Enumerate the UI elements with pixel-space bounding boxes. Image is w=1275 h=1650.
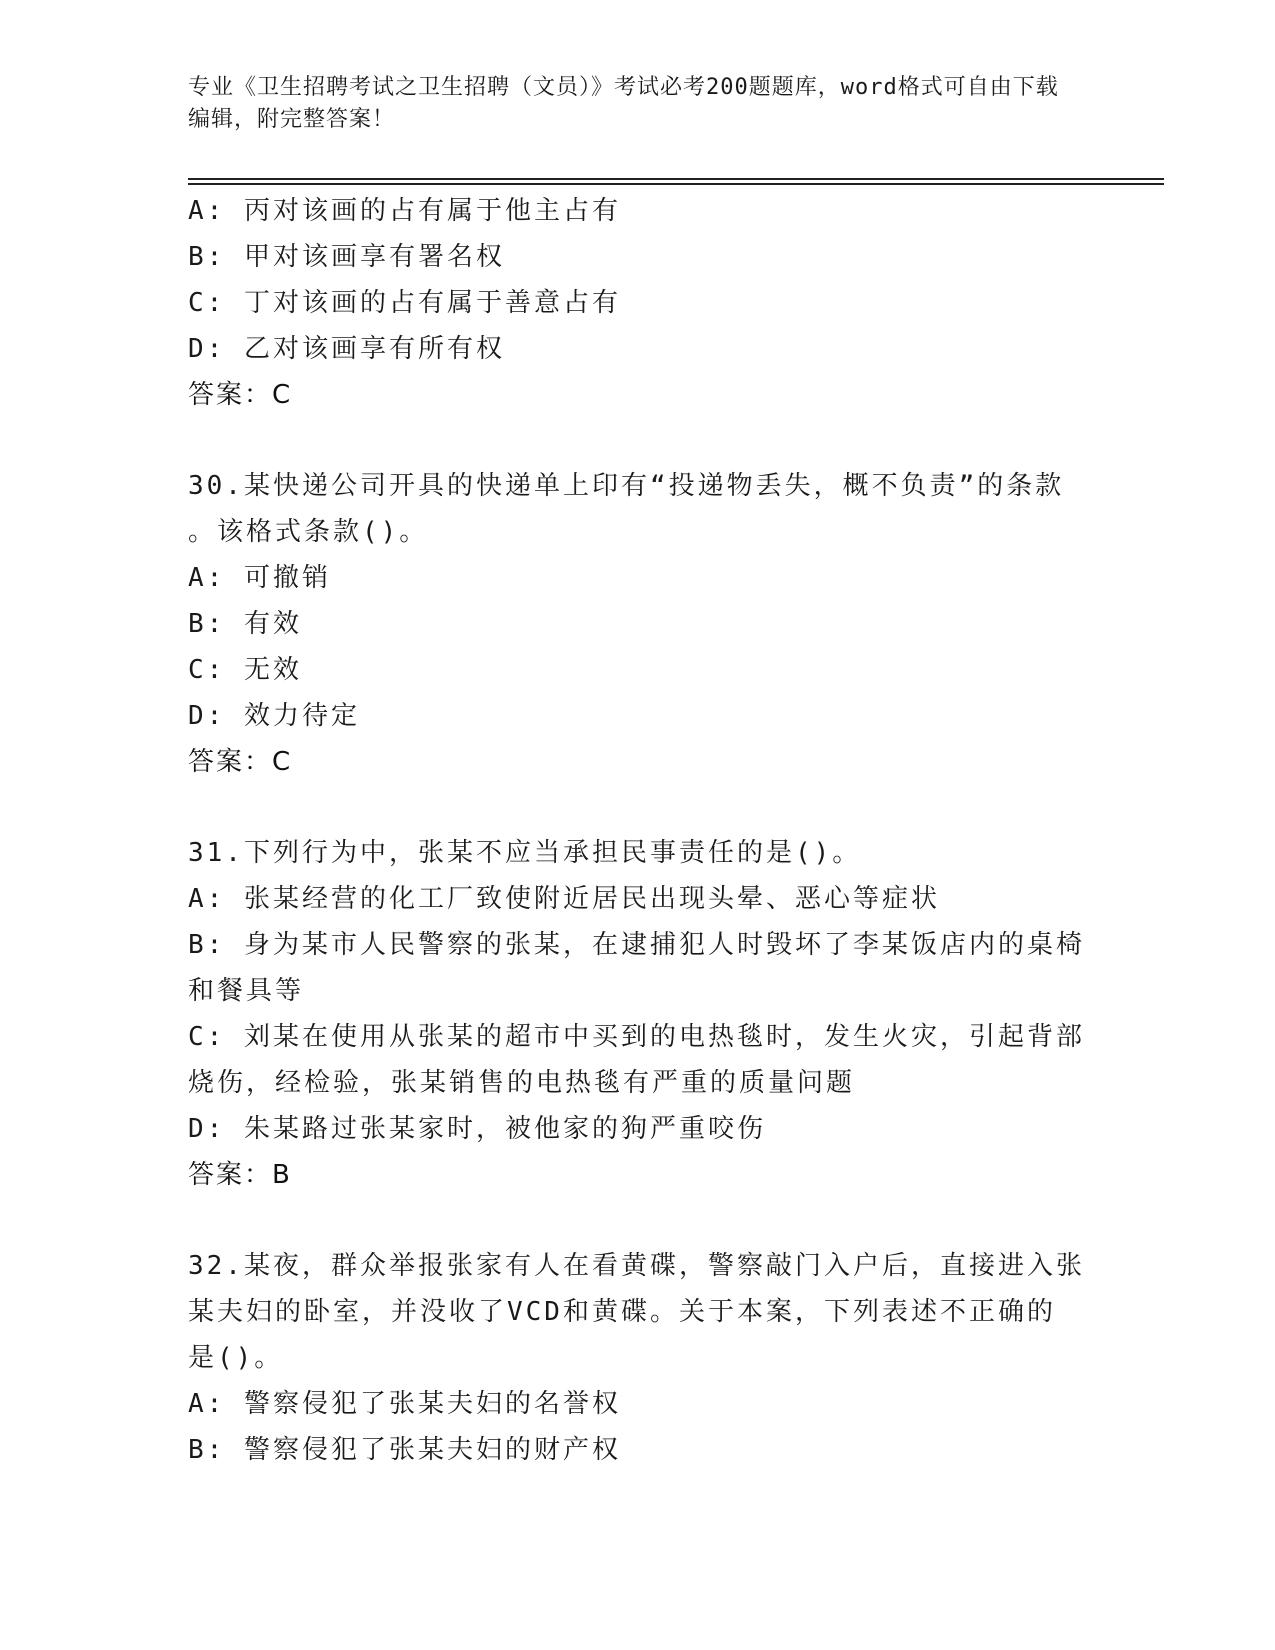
question-stem-continued: 是()。 bbox=[188, 1343, 284, 1373]
option-c-continued: 烧伤，经检验，张某销售的电热毯有严重的质量问题 bbox=[188, 1068, 856, 1098]
answer-line: 答案：C bbox=[188, 380, 293, 410]
option-a: A: 警察侵犯了张某夫妇的名誉权 bbox=[188, 1389, 621, 1419]
option-b: B: 身为某市人民警察的张某，在逮捕犯人时毁坏了李某饭店内的桌椅 bbox=[188, 930, 1085, 960]
question-stem-continued: 。该格式条款()。 bbox=[188, 517, 429, 547]
header-divider-top bbox=[188, 178, 1164, 180]
document-header bbox=[188, 72, 1068, 136]
question-stem: 30.某快递公司开具的快递单上印有“投递物丢失，概不负责”的条款 bbox=[188, 471, 1065, 501]
question-list bbox=[188, 188, 1088, 1473]
option-b-continued: 和餐具等 bbox=[188, 976, 305, 1006]
option-d: D: 朱某路过张某家时，被他家的狗严重咬伤 bbox=[188, 1114, 766, 1144]
question-block-30 bbox=[188, 463, 1088, 785]
header-text: 专业《卫生招聘考试之卫生招聘（文员）》考试必考200题题库，word格式可自由下载编辑，附完整答案！ bbox=[188, 75, 1059, 132]
answer-line: 答案：C bbox=[188, 747, 293, 777]
option-b: B: 警察侵犯了张某夫妇的财产权 bbox=[188, 1435, 621, 1465]
question-block-29 bbox=[188, 188, 1088, 418]
question-stem-continued: 某夫妇的卧室，并没收了VCD和黄碟。关于本案，下列表述不正确的 bbox=[188, 1297, 1056, 1327]
option-c: C: 无效 bbox=[188, 655, 302, 685]
spacer bbox=[188, 785, 1088, 830]
answer-line: 答案：B bbox=[188, 1160, 292, 1190]
question-block-31 bbox=[188, 830, 1088, 1198]
question-stem: 32.某夜，群众举报张家有人在看黄碟，警察敲门入户后，直接进入张 bbox=[188, 1251, 1085, 1281]
option-b: B: 甲对该画享有署名权 bbox=[188, 242, 505, 272]
option-d: D: 乙对该画享有所有权 bbox=[188, 334, 505, 364]
question-stem: 31.下列行为中，张某不应当承担民事责任的是()。 bbox=[188, 838, 862, 868]
question-block-32 bbox=[188, 1243, 1088, 1473]
option-b: B: 有效 bbox=[188, 609, 302, 639]
option-a: A: 可撤销 bbox=[188, 563, 331, 593]
spacer bbox=[188, 418, 1088, 463]
spacer bbox=[188, 1198, 1088, 1243]
option-a: A: 张某经营的化工厂致使附近居民出现头晕、恶心等症状 bbox=[188, 884, 940, 914]
header-divider-bottom bbox=[188, 183, 1164, 185]
option-d: D: 效力待定 bbox=[188, 701, 360, 731]
option-c: C: 刘某在使用从张某的超市中买到的电热毯时，发生火灾，引起背部 bbox=[188, 1022, 1085, 1052]
option-c: C: 丁对该画的占有属于善意占有 bbox=[188, 288, 621, 318]
option-a: A: 丙对该画的占有属于他主占有 bbox=[188, 196, 621, 226]
